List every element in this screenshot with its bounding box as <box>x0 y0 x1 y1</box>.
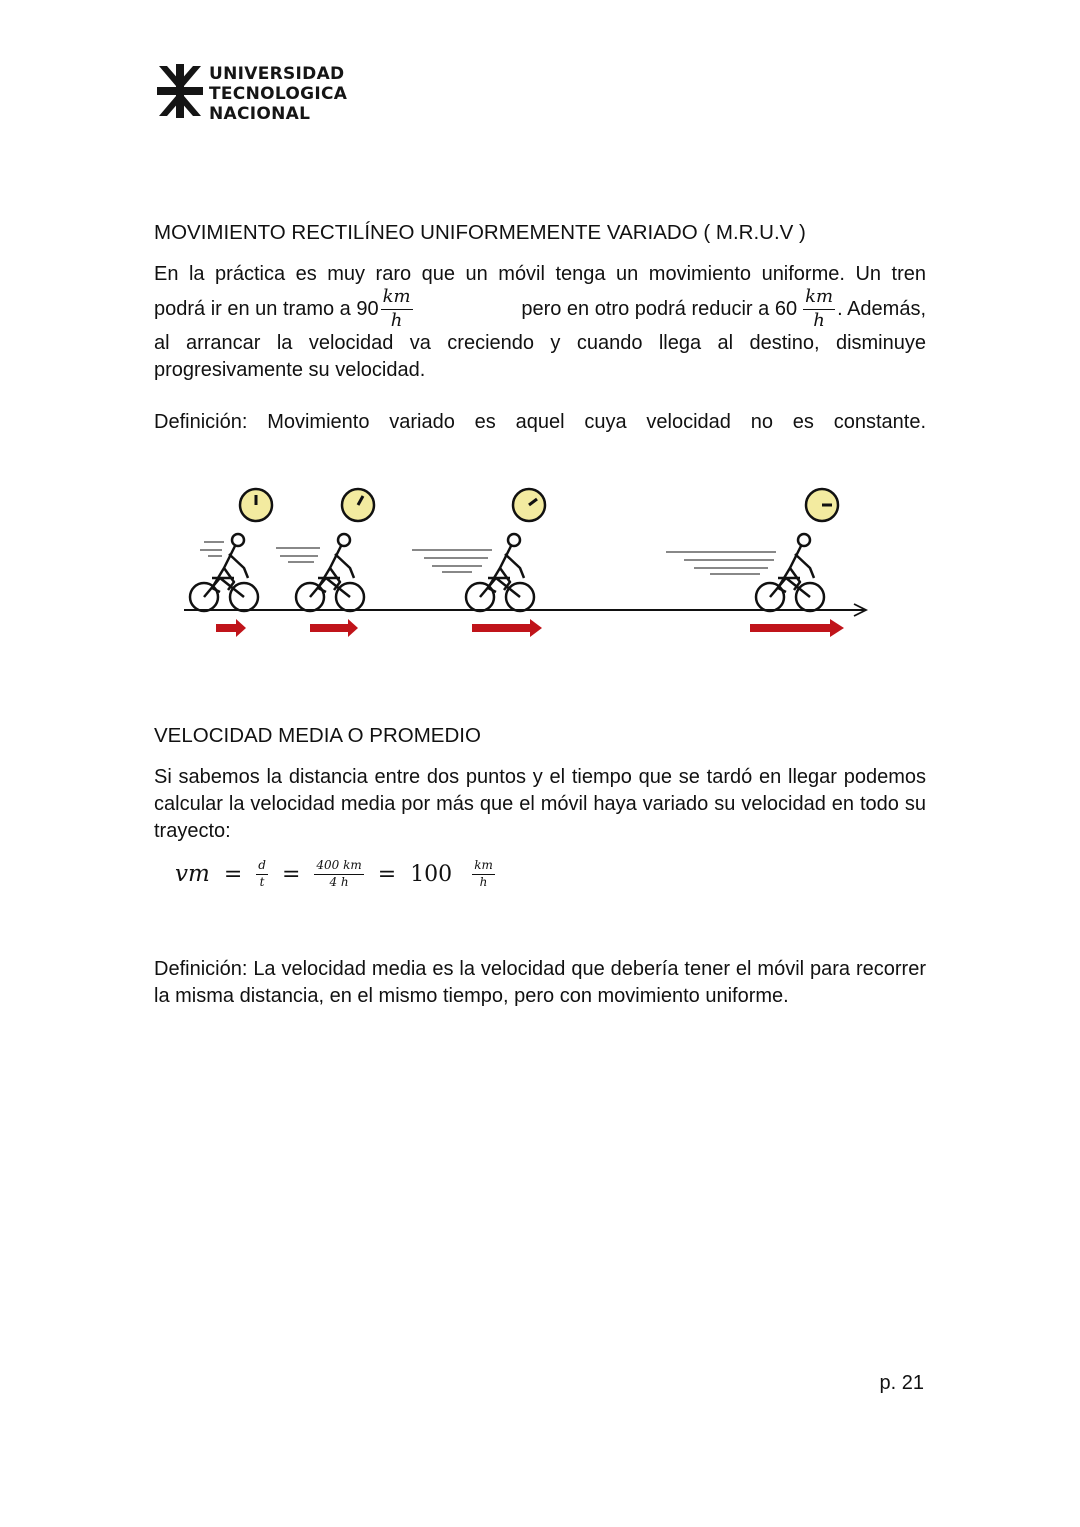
paragraph-intro <box>154 261 926 384</box>
logo-line-1: UNIVERSIDAD <box>209 64 345 84</box>
paragraph-line-1: En la práctica es muy raro que un móvil tenga un movimiento uniforme. Un tren <box>154 263 926 285</box>
text-segment-90: podrá ir en un tramo a 90 <box>154 297 379 320</box>
text-segment-ademas: . Además, <box>837 297 926 320</box>
logo-line-2: TECNOLOGICA <box>209 84 348 104</box>
cyclist-1 <box>190 489 272 637</box>
formula-eq-3: = <box>377 861 397 887</box>
formula-frac-400km-4h: $\frac{400 km}{4 h}$ <box>316 858 362 889</box>
formula-velocidad-media <box>175 858 495 890</box>
paragraph-rest: al arrancar la velocidad va creciendo y cuando llega al destino, disminuye progresivamente su velocidad. <box>154 332 926 381</box>
formula-eq-1: = <box>223 861 243 887</box>
cyclist-3 <box>412 489 545 637</box>
cyclists-illustration <box>180 482 880 652</box>
section-title-velocidad-media: VELOCIDAD MEDIA O PROMEDIO <box>154 724 481 747</box>
text-segment-60: pero en otro podrá reducir a 60 <box>521 297 798 320</box>
utn-emblem-icon <box>157 64 203 118</box>
definition-variado: Definición: Movimiento variado es aquel cuya velocidad no es constante. <box>154 411 926 433</box>
paragraph-line-2 <box>154 282 926 336</box>
paragraph-velocidad-media: Si sabemos la distancia entre dos puntos y el tiempo que se tardó en llegar podemos calcular la velocidad media por más que el móvil haya variado su velocidad en todo su trayecto: <box>154 766 926 842</box>
fraction-km-h: $\frac{km}{h}$ <box>382 285 411 331</box>
cyclist-4 <box>666 489 844 637</box>
definition-velocidad-media: Definición: La velocidad media es la velocidad que debería tener el móvil para recorrer la misma distancia, en el mismo tiempo, pero con movimiento uniforme. <box>154 958 926 1007</box>
cyclist-2 <box>276 489 374 637</box>
fraction-km-h-2: $\frac{km}{h}$ <box>805 285 834 331</box>
formula-unit-km-h: km h <box>474 858 493 889</box>
section-title-mruv: MOVIMIENTO RECTILÍNEO UNIFORMEMENTE VARIADO ( M.R.U.V ) <box>154 221 806 244</box>
university-logo <box>157 64 347 124</box>
formula-eq-2: = <box>281 861 301 887</box>
formula-frac-d-t: $\frac{d}{t}$ <box>258 858 266 889</box>
cyclists-figure <box>180 482 880 657</box>
logo-line-3: NACIONAL <box>209 104 311 124</box>
formula-lhs: vm <box>175 861 210 887</box>
page-number: p. 21 <box>879 1372 924 1394</box>
formula-value: 100 <box>410 861 453 887</box>
